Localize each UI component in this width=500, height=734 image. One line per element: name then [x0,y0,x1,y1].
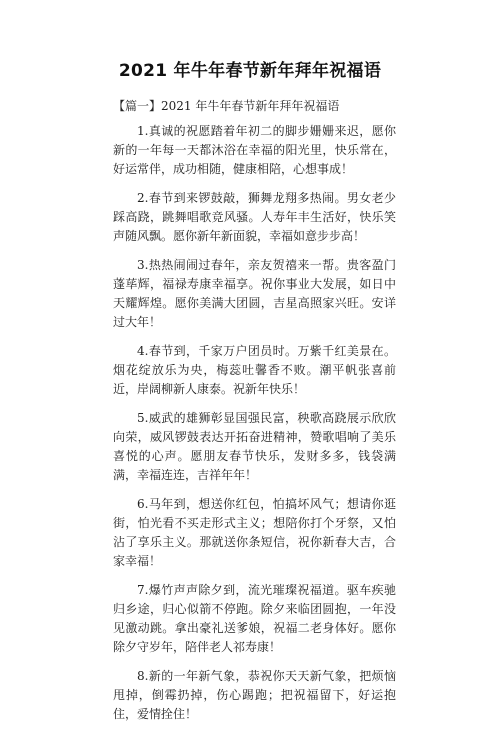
paragraph-list [113,122,396,734]
paragraph: 6.马年到，想送你红包，怕搞坏风气；想请你逛街，怕光看不买走形式主义；想陪你打个牙祭，又怕沾了享乐主义。那就送你条短信，祝你新春大吉，合家幸福！ [113,497,396,568]
paragraph: 8.新的一年新气象，恭祝你天天新气象，把烦恼甩掉，倒霉扔掉，伤心踢跑；把祝福留下，好运抱住，爱情拴住！ [113,669,396,721]
document-title: 2021 年牛年春节新年拜年祝福语 [118,61,382,81]
paragraph: 5.威武的雄狮彰显国强民富，秧歌高跷展示欣欣向荣，威风锣鼓表达开拓奋进精神，赞歌唱响了美乐喜悦的心声。愿朋友春节快乐，发财多多，钱袋满满，幸福连连，吉祥年年！ [113,411,396,482]
paragraph: 4.春节到，千家万户团员时。万紫千红美景在。烟花绽放乐为央，梅蕊吐馨香不败。潮平帆张喜前近，岸阔柳新人康泰。祝新年快乐！ [113,344,396,396]
paragraph: 1.真诚的祝愿踏着年初二的脚步姗姗来迟，愿你新的一年每一天都沐浴在幸福的阳光里，快乐常在，好运常伴，成功相随，健康相陪，心想事成！ [113,124,396,176]
section-heading: 【篇一】2021 年牛年春节新年拜年祝福语 [113,99,340,113]
paragraph: 7.爆竹声声除夕到，流光璀璨祝福道。驱车疾驰归乡途，归心似箭不停跑。除夕来临团圆抱，一年没见激动跳。拿出豪礼送爹娘，祝福二老身体好。愿你除夕守岁年，陪伴老人祁寿康！ [113,583,396,654]
paragraph: 3.热热闹闹过春年，亲友贺禧来一帮。贵客盈门蓬荜辉，福禄寿康幸福享。祝你事业大发展，如日中天耀辉煌。愿你美满大团圆，吉星高照家兴旺。安详过大年！ [113,258,396,329]
paragraph: 2.春节到来锣鼓敲，狮舞龙翔多热闹。男女老少踩高跷，跳舞唱歌竞风骚。人寿年丰生活好，快乐笑声随风飘。愿你新年新面貌，幸福如意步步高！ [113,191,396,243]
